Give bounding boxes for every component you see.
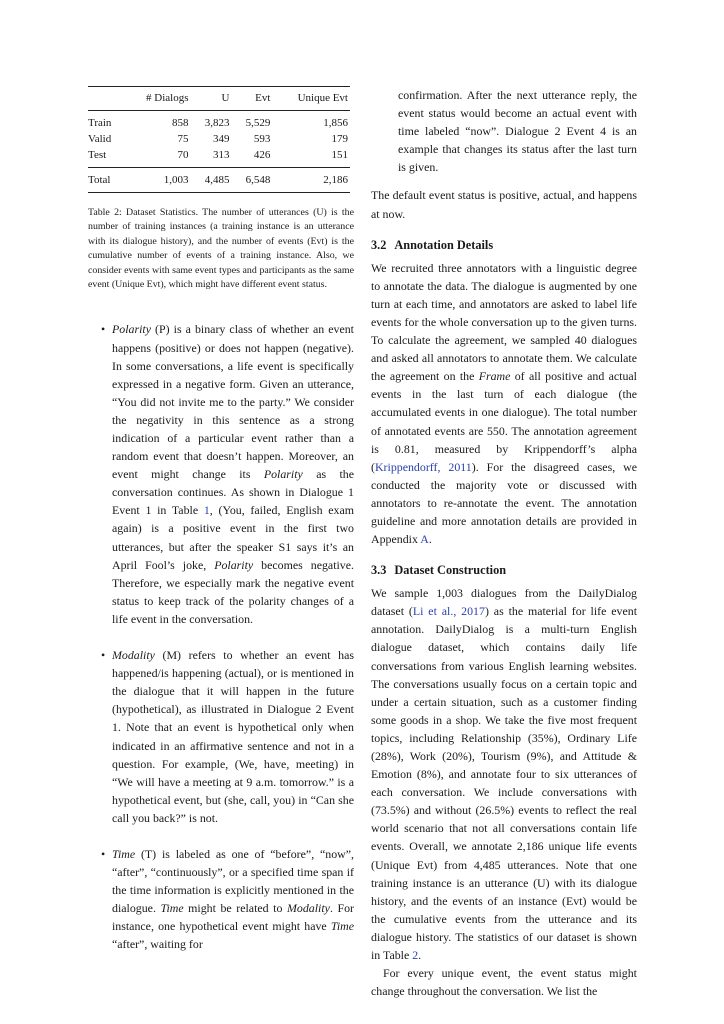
text: We sample 1,003 dialogues from the DailyDialog dataset (: [371, 586, 637, 619]
default-status-paragraph: The default event status is positive, actual, and happens at now.: [371, 188, 637, 221]
term-frame: Frame: [478, 369, 511, 384]
text: ). For the disagreed cases, we conducted the majority vote or discussed with annotators to re-annotate the event. The annotation guideline and more annotation details are provided in Appendix: [371, 459, 637, 547]
text: becomes negative. Therefore, we especially mark the negative event status to keep track of the polarity changes of a life event in the conversation.: [112, 557, 355, 626]
table-row-total: [88, 168, 350, 193]
krippendorff-citation-link[interactable]: Krippendorff, 2011: [374, 459, 472, 474]
cell-u: 349: [212, 133, 230, 145]
table-header-row: [88, 87, 350, 111]
modality-paragraph: [112, 646, 354, 827]
table-row-train: [88, 111, 350, 132]
cell-unique-evt: 1,856: [323, 117, 348, 129]
polarity-paragraph: [112, 320, 354, 628]
term-time: Time: [330, 919, 354, 934]
event-change-paragraph: For every unique event, the event status might change throughout the conversation. We list the: [371, 966, 637, 999]
cell-evt: 6,548: [245, 174, 271, 186]
bullet-icon: •: [101, 648, 106, 663]
cell-unique-evt: 2,186: [323, 174, 348, 186]
li-et-al-citation-link[interactable]: Li et al., 2017: [412, 604, 485, 619]
row-label: Train: [88, 117, 112, 129]
text: ) as the material for life event annotation. DailyDialog is a multi-turn English dialogue dataset, which contains daily life conversations from various English learning websites. The conversations usually focus on a certain topic and under a certain situation, such as a customer finding some goods in a shop. We take the five most frequent topics, including Relationship (35%), Ordinary Life (28%), Work (20%), Tourism (9%), and Attitude & Emotion (8%), and annotate four to six utterances of each conversation. We include conversations with (73.5%) and without (26.5%) events to reflect the real world scenario that not all conversations contain life events. Overall, we annotate 2,186 unique life events (Unique Evt) from 4,485 utterances. Note that one training instance is an utterance (U) with its dialogue history, and the events of an instance (Evt) would be the cumulative events from the utterance and its dialogue history. The statistics of our dataset is shown in Table: [371, 604, 638, 963]
section-3-2-heading: [371, 236, 637, 254]
bullet-icon: •: [101, 846, 106, 861]
table-1-link[interactable]: 1: [203, 503, 210, 518]
cell-dialogs: 1,003: [163, 174, 189, 186]
annotation-details-paragraph: [371, 259, 637, 549]
list-item-modality: [88, 646, 354, 827]
text: We recruited three annotators with a linguistic degree to annotate the data. The dialogue is augmented by one turn at each time, and annotators are asked to label life events for the whole conversation up to the given turns. To calculate the agreement, we sampled 40 dialogues and asked all annotators to annotate them. We calculate the agreement on the: [371, 260, 637, 384]
cell-dialogs: 75: [177, 133, 189, 145]
event-status-list: [88, 320, 354, 953]
table-caption: Table 2: Dataset Statistics. The number of utterances (U) is the number of training instances (a training instance is an utterance with its dialogue history), and the number of events (Evt) is the cumulative number of events of a training instance. Also, we consider events with same event types and participants as the same event (Unique Evt), which might have different event status.: [88, 207, 354, 291]
text: , (You, failed, English exam again) is a positive event in the first two utterances, but after the speaker S1 says it’s an April Fool’s joke,: [112, 503, 354, 572]
text: . For instance, one hypothetical event might have: [112, 901, 354, 934]
term-modality: Modality: [287, 901, 330, 916]
cell-u: 3,823: [204, 117, 230, 129]
cell-evt: 593: [253, 133, 271, 145]
text: “after”, waiting for: [112, 937, 203, 952]
bullet-icon: •: [101, 322, 106, 337]
table-header-evt: Evt: [255, 92, 271, 104]
section-number: 3.3: [371, 563, 387, 578]
term-polarity: Polarity: [112, 322, 151, 337]
table-header-blank: [88, 87, 124, 111]
cell-dialogs: 858: [171, 117, 189, 129]
table-row-valid: [88, 131, 350, 147]
row-label: Valid: [88, 133, 112, 145]
cell-dialogs: 70: [177, 149, 189, 161]
dataset-statistics-table: [88, 86, 350, 193]
text: .: [418, 948, 422, 963]
table-header-u: U: [221, 92, 230, 104]
text: might be related to: [183, 901, 287, 916]
table-row-test: [88, 147, 350, 168]
text: .: [428, 532, 432, 547]
section-title: Dataset Construction: [394, 563, 507, 578]
term-polarity: Polarity: [214, 557, 254, 572]
term-time: Time: [160, 901, 184, 916]
cell-evt: 5,529: [245, 117, 271, 129]
text: as the conversation continues. As shown in Dialogue 1 Event 1 in Table: [112, 467, 354, 518]
table-header-unique-evt: Unique Evt: [297, 92, 348, 104]
row-label: Test: [88, 149, 107, 161]
table-header-dialogs: # Dialogs: [146, 92, 189, 104]
section-number: 3.2: [371, 237, 387, 252]
text: (M) refers to whether an event has happened/is happening (actual), or is mentioned in the dialogue that it will happen in the future (hypothetical), as illustrated in Dialogue 2 Event 1. Note that an event is hypothetical only when indicated in an affirmative sentence and not in a question. For example, (We, have, meeting) in “We will have a meeting at 9 a.m. tomorrow.” is a hypothetical event, but (she, call, you) in “Can she call you back?” is not.: [112, 648, 354, 825]
term-time: Time: [112, 846, 136, 861]
term-modality: Modality: [112, 648, 155, 663]
appendix-a-link[interactable]: A: [420, 532, 429, 547]
cell-unique-evt: 179: [331, 133, 348, 145]
cell-evt: 426: [253, 149, 271, 161]
list-item-time: [88, 845, 354, 954]
table-2-link[interactable]: 2: [412, 948, 419, 963]
cell-unique-evt: 151: [331, 149, 348, 161]
cell-u: 4,485: [204, 174, 230, 186]
section-title: Annotation Details: [394, 237, 494, 252]
time-paragraph: [112, 845, 354, 954]
text: (P) is a binary class of whether an event happens (positive) or does not happen (negative). In some conversations, a life event is specifically expressed in a negative form. Given an utterance, “You did not invite me to the party.” We consider the negativity in this sentence as a strong indication of a particular event rather than a random event that doesn’t happen. Moreover, an event might change its: [112, 322, 354, 482]
left-column: [88, 86, 354, 972]
row-label: Total: [88, 174, 111, 186]
right-column: [371, 86, 637, 1000]
list-item-polarity: [88, 320, 354, 628]
section-3-3-heading: [371, 561, 637, 579]
term-polarity: Polarity: [263, 467, 303, 482]
time-continuation-paragraph: confirmation. After the next utterance reply, the event status would become an actual event with time labeled “now”. Dialogue 2 Event 4 is an example that changes its status after the last turn is given.: [398, 88, 637, 175]
text: of all positive and actual events in the last turn of each dialogue (the accumulated events in one dialogue). The total number of annotated events are 550. The annotation agreement is 0.81, measured by Krippendorff’s alpha (: [371, 369, 637, 474]
cell-u: 313: [212, 149, 230, 161]
text: (T) is labeled as one of “before”, “now”, “after”, “continuously”, or a specified time span if the time information is explicitly mentioned in the dialogue.: [112, 846, 354, 916]
dataset-construction-paragraph: [371, 584, 637, 964]
